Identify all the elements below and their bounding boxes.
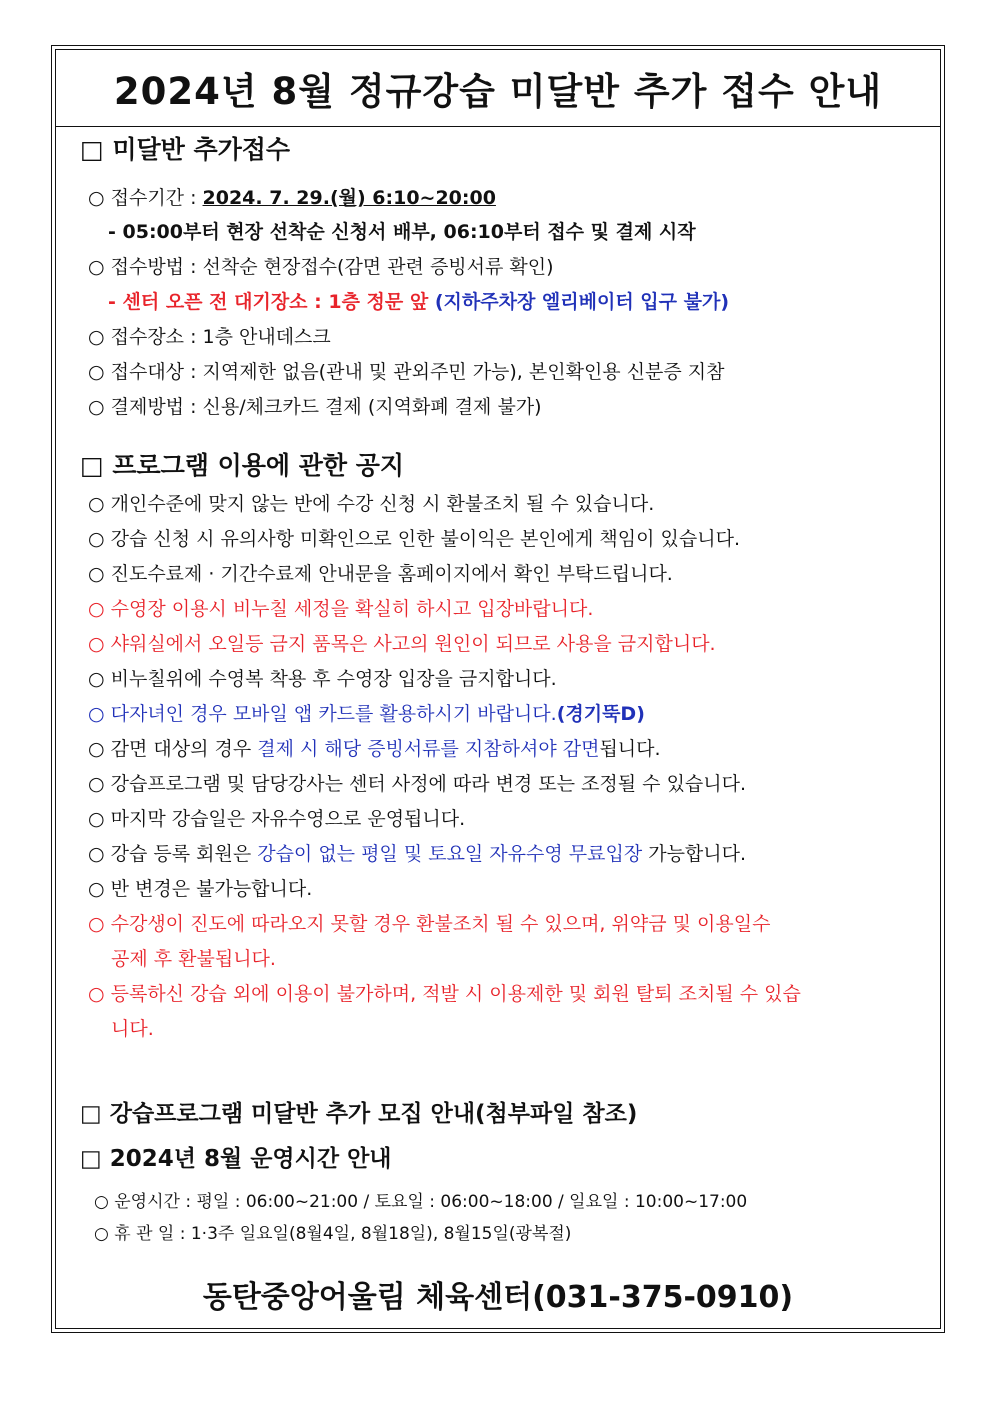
notice-item-5: ○ 샤워실에서 오일등 금지 품목은 사고의 원인이 되므로 사용을 금지합니다. bbox=[88, 633, 716, 655]
operating-hours: ○ 운영시간 : 평일 : 06:00~21:00 / 토요일 : 06:00~18:00 / 일요일 : 10:00~17:00 bbox=[94, 1192, 748, 1212]
registration-target: ○ 접수대상 : 지역제한 없음(관내 및 관외주민 가능), 본인확인용 신분증 지참 bbox=[88, 361, 725, 383]
notice-item-13: ○ 수강생이 진도에 따라오지 못할 경우 환불조치 될 수 있으며, 위약금 및 이용일수 bbox=[88, 913, 771, 935]
notice-item-8-c: 됩니다. bbox=[599, 738, 661, 760]
waiting-place-blue: (지하주차장 엘리베이터 입구 불가) bbox=[434, 291, 730, 313]
notice-item-11-c: 가능합니다. bbox=[642, 843, 747, 865]
notice-frame bbox=[51, 45, 945, 1333]
registration-period bbox=[88, 186, 496, 210]
notice-item-7 bbox=[88, 702, 645, 726]
payment-method: ○ 결제방법 : 신용/체크카드 결제 (지역화폐 결제 불가) bbox=[88, 396, 542, 418]
notice-item-10: ○ 마지막 강습일은 자유수영으로 운영됩니다. bbox=[88, 808, 466, 830]
registration-period-label: ○ 접수기간 : bbox=[88, 187, 203, 209]
notice-item-11-b: 강습이 없는 평일 및 토요일 자유수영 무료입장 bbox=[257, 843, 643, 865]
notice-item-8-b: 결제 시 해당 증빙서류를 지참하셔야 감면 bbox=[257, 738, 600, 760]
notice-item-14: ○ 등록하신 강습 외에 이용이 불가하며, 적발 시 이용제한 및 회원 탈퇴 조치될 수 있습 bbox=[88, 983, 801, 1005]
section-operating-hours-heading: □ 2024년 8월 운영시간 안내 bbox=[80, 1146, 392, 1172]
registration-period-note: - 05:00부터 현장 선착순 신청서 배부, 06:10부터 접수 및 결제 시작 bbox=[108, 221, 696, 243]
notice-item-12: ○ 반 변경은 불가능합니다. bbox=[88, 878, 313, 900]
notice-item-7-app: (경기뚝D) bbox=[556, 703, 645, 725]
title-box bbox=[56, 50, 940, 127]
section-additional-registration-heading: □ 미달반 추가접수 bbox=[80, 135, 291, 164]
notice-item-7-text: ○ 다자녀인 경우 모바일 앱 카드를 활용하시기 바랍니다. bbox=[88, 703, 557, 725]
notice-item-4: ○ 수영장 이용시 비누칠 세정을 확실히 하시고 입장바랍니다. bbox=[88, 598, 594, 620]
notice-item-11-a: ○ 강습 등록 회원은 bbox=[88, 843, 258, 865]
registration-method: ○ 접수방법 : 선착순 현장접수(감면 관련 증빙서류 확인) bbox=[88, 256, 554, 278]
notice-item-1: ○ 개인수준에 맞지 않는 반에 수강 신청 시 환불조치 될 수 있습니다. bbox=[88, 493, 655, 515]
notice-item-8 bbox=[88, 737, 661, 761]
registration-period-value: 2024. 7. 29.(월) 6:10~20:00 bbox=[202, 187, 496, 209]
waiting-place-red: - 센터 오픈 전 대기장소 : 1층 정문 앞 bbox=[108, 291, 435, 313]
notice-inner-frame bbox=[55, 49, 941, 1329]
notice-item-8-a: ○ 감면 대상의 경우 bbox=[88, 738, 258, 760]
notice-item-11 bbox=[88, 842, 746, 866]
notice-item-2: ○ 강습 신청 시 유의사항 미확인으로 인한 불이익은 본인에게 책임이 있습니다. bbox=[88, 528, 740, 550]
notice-item-6: ○ 비누칠위에 수영복 착용 후 수영장 입장을 금지합니다. bbox=[88, 668, 557, 690]
notice-item-13-continued: 공제 후 환불됩니다. bbox=[111, 948, 276, 970]
page-title: 2024년 8월 정규강습 미달반 추가 접수 안내 bbox=[113, 70, 883, 113]
closed-days: ○ 휴 관 일 : 1·3주 일요일(8월4일, 8월18일), 8월15일(광복절) bbox=[94, 1224, 572, 1244]
registration-place: ○ 접수장소 : 1층 안내데스크 bbox=[88, 326, 331, 348]
waiting-place bbox=[108, 290, 729, 314]
notice-item-9: ○ 강습프로그램 및 담당강사는 센터 사정에 따라 변경 또는 조정될 수 있습니다. bbox=[88, 773, 747, 795]
center-name-phone: 동탄중앙어울림 체육센터(031-375-0910) bbox=[202, 1280, 794, 1315]
notice-item-3: ○ 진도수료제 · 기간수료제 안내문을 홈페이지에서 확인 부탁드립니다. bbox=[88, 563, 673, 585]
section-recruitment-heading: □ 강습프로그램 미달반 추가 모집 안내(첨부파일 참조) bbox=[80, 1101, 638, 1127]
section-program-notice-heading: □ 프로그램 이용에 관한 공지 bbox=[80, 451, 405, 480]
notice-item-14-continued: 니다. bbox=[111, 1018, 154, 1040]
